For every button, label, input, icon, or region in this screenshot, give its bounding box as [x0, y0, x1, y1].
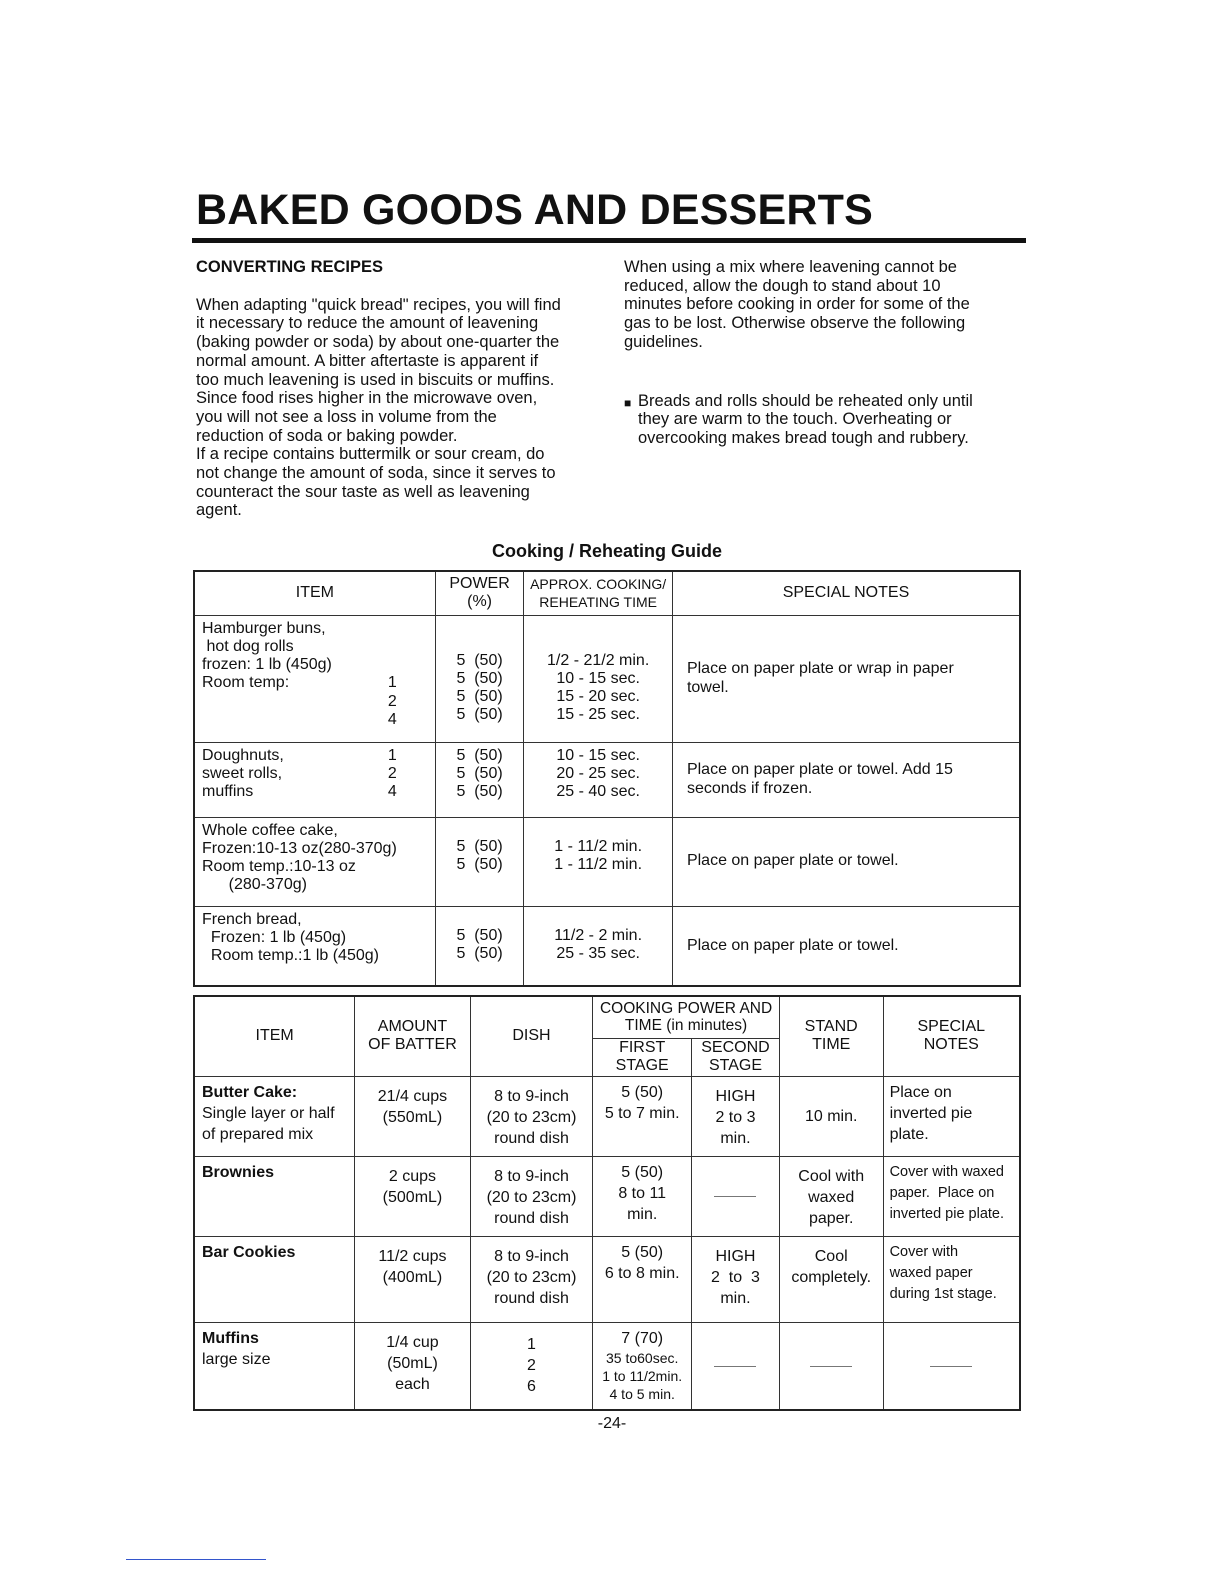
empty-dash	[930, 1366, 972, 1367]
item-line	[202, 620, 435, 638]
batter-amount-cell	[355, 1156, 470, 1236]
header-time-line2: REHEATING TIME	[539, 594, 657, 611]
notes-line: inverted pie	[889, 1104, 973, 1122]
batter-header-stand-line2: TIME	[812, 1036, 851, 1054]
header-power-line1: POWER	[449, 575, 510, 593]
guide-notes-cell	[672, 906, 1020, 986]
bullet-item	[624, 392, 1014, 448]
note-line: Place on paper plate or towel. Add 15	[686, 761, 953, 779]
guide-notes-cell	[672, 817, 1020, 906]
batter-header-dish: DISH	[470, 996, 593, 1076]
second-stage-line: HIGH	[715, 1087, 756, 1105]
item-label: Room temp:	[202, 674, 290, 692]
first-stage-line: 5 (50)	[621, 1243, 664, 1261]
mix-guidelines-column	[624, 258, 1014, 448]
item-line	[202, 783, 435, 801]
power-value: 5 (50)	[456, 688, 503, 706]
item-label: Room temp.:1 lb (450g)	[202, 947, 379, 965]
guide-time-cell	[524, 906, 673, 986]
text-line: minutes before cooking in order for some of the	[624, 295, 970, 314]
batter-amount-cell	[355, 1076, 470, 1156]
item-label: frozen: 1 lb (450g)	[202, 656, 332, 674]
text-line: When adapting "quick bread" recipes, you will find	[196, 295, 561, 314]
item-line	[202, 947, 435, 965]
power-value: 5 (50)	[456, 837, 503, 855]
batter-header-amount-line2: OF BATTER	[368, 1036, 457, 1054]
item-line	[202, 674, 435, 692]
time-value	[524, 620, 672, 636]
batter-header-amount-line1: AMOUNT	[377, 1018, 448, 1036]
batter-header-item: ITEM	[194, 996, 355, 1076]
first-stage-line: 5 (50)	[621, 1083, 664, 1101]
batter-header-amount	[355, 996, 470, 1076]
batter-first-stage-cell	[593, 1076, 692, 1156]
item-quantity: 2	[387, 764, 397, 782]
guide-row	[194, 742, 1020, 817]
item-line	[202, 638, 435, 656]
item-line	[202, 656, 435, 674]
second-stage-line: HIGH	[715, 1247, 756, 1265]
section-heading: CONVERTING RECIPES	[196, 258, 384, 276]
batter-item-cell	[194, 1156, 355, 1236]
batter-header-second-stage	[692, 1038, 780, 1076]
batter-header-stand	[779, 996, 883, 1076]
notes-line: paper. Place on	[889, 1184, 995, 1201]
batter-item-cell	[194, 1236, 355, 1322]
second-stage-line2: STAGE	[708, 1057, 762, 1074]
time-value: 15 - 25 sec.	[556, 706, 640, 724]
power-value: 5 (50)	[456, 764, 503, 782]
dish-line: (20 to 23cm)	[486, 1108, 577, 1126]
batter-item-name: Bar Cookies	[202, 1243, 296, 1261]
power-value: 5 (50)	[456, 926, 503, 944]
dish-line: 8 to 9-inch	[494, 1087, 569, 1105]
notes-line: plate.	[889, 1125, 929, 1143]
right-paragraph	[624, 258, 1014, 352]
batter-row	[194, 1236, 1020, 1322]
first-stage-line: 6 to 8 min.	[604, 1264, 680, 1282]
item-quantity: 4	[387, 783, 397, 801]
stand-line: waxed	[808, 1188, 855, 1206]
power-value: 5 (50)	[456, 651, 503, 669]
guide-power-cell	[435, 615, 524, 742]
text-line: reduction of soda or baking powder.	[196, 426, 458, 445]
item-line	[202, 929, 435, 947]
item-label: hot dog rolls	[202, 637, 294, 655]
batter-header-notes-line1: SPECIAL	[917, 1018, 986, 1036]
time-value: 10 - 15 sec.	[556, 746, 640, 764]
first-stage-line: 5 to 7 min.	[604, 1104, 680, 1122]
power-value	[436, 911, 524, 927]
batter-row	[194, 1076, 1020, 1156]
stand-line: Cool with	[798, 1167, 865, 1185]
text-line: not change the amount of soda, since it serves to	[196, 464, 556, 483]
note-line: Place on paper plate or towel.	[686, 852, 899, 870]
empty-dash	[714, 1366, 756, 1367]
empty-dash	[810, 1366, 852, 1367]
guide-title: Cooking / Reheating Guide	[491, 541, 722, 561]
batter-item-name: Butter Cake:	[202, 1083, 298, 1101]
time-value	[524, 911, 672, 927]
stand-line: paper.	[808, 1209, 854, 1227]
left-paragraph	[196, 296, 596, 520]
batter-stand-cell	[779, 1076, 883, 1156]
text-line: you will not see a loss in volume from the	[196, 407, 497, 426]
stand-line: 10 min.	[804, 1107, 858, 1125]
batter-header-cooking	[593, 996, 780, 1038]
header-time-line1: APPROX. COOKING/	[530, 576, 667, 593]
dish-line: round dish	[494, 1209, 569, 1227]
text-line: normal amount. A bitter aftertaste is apparent if	[196, 351, 539, 370]
amount-line: (50mL)	[387, 1354, 438, 1372]
power-value	[436, 822, 524, 838]
second-stage-line1: SECOND	[701, 1039, 770, 1056]
batter-item-name: Muffins	[202, 1329, 259, 1347]
header-notes: SPECIAL NOTES	[672, 571, 1020, 615]
time-value	[524, 874, 672, 890]
text-line: counteract the sour taste as well as leavening	[196, 482, 530, 501]
batter-header-first-stage	[593, 1038, 692, 1076]
stand-line: Cool	[814, 1247, 848, 1265]
batter-item-name: Brownies	[202, 1163, 275, 1181]
dish-line: 8 to 9-inch	[494, 1247, 569, 1265]
header-time	[524, 571, 673, 615]
item-label: Room temp.:10-13 oz	[202, 858, 356, 876]
batter-stand-cell	[779, 1236, 883, 1322]
note-line: towel.	[686, 678, 729, 696]
first-stage-line: 5 (50)	[621, 1163, 664, 1181]
power-value: 5 (50)	[456, 669, 503, 687]
batter-row	[194, 1322, 1020, 1410]
second-stage-line: min.	[720, 1289, 751, 1307]
dish-line: (20 to 23cm)	[486, 1188, 577, 1206]
item-line	[202, 693, 435, 711]
batter-stand-cell	[779, 1322, 883, 1410]
text-line: guidelines.	[624, 332, 703, 351]
item-quantity: 2	[387, 692, 397, 710]
item-label: French bread,	[202, 910, 302, 928]
dish-line: round dish	[494, 1129, 569, 1147]
batter-dish-cell	[470, 1322, 593, 1410]
first-stage-line: 7 (70)	[621, 1330, 664, 1348]
bullet-square-icon: ■	[624, 395, 632, 410]
time-value: 10 - 15 sec.	[556, 669, 640, 687]
time-value: 25 - 40 sec.	[556, 783, 640, 801]
time-value: 20 - 25 sec.	[556, 764, 640, 782]
item-label: Frozen: 1 lb (450g)	[202, 928, 347, 946]
dish-line: 1	[527, 1336, 536, 1354]
batter-stand-cell	[779, 1156, 883, 1236]
dish-line: 6	[527, 1378, 536, 1396]
guide-item-cell	[194, 817, 435, 906]
text-line: If a recipe contains buttermilk or sour cream, do	[196, 445, 545, 464]
item-quantity: 1	[387, 674, 397, 692]
batter-second-stage-cell	[692, 1236, 780, 1322]
empty-dash	[714, 1196, 756, 1197]
text-line: it necessary to reduce the amount of leavening	[196, 314, 539, 333]
time-value: 25 - 35 sec.	[556, 944, 640, 962]
item-label: Doughnuts,	[202, 746, 284, 764]
batter-header-stand-line1: STAND	[804, 1018, 858, 1036]
text-line: overcooking makes bread tough and rubbery.	[638, 428, 969, 447]
guide-item-cell	[194, 906, 435, 986]
title-rule	[192, 238, 1026, 243]
power-value: 5 (50)	[456, 706, 503, 724]
item-line	[202, 876, 435, 894]
batter-first-stage-cell	[593, 1322, 692, 1410]
batter-dish-cell	[470, 1156, 593, 1236]
dish-line: 8 to 9-inch	[494, 1167, 569, 1185]
second-stage-line: 2 to 3	[711, 1268, 760, 1286]
batter-header-notes	[883, 996, 1020, 1076]
batter-table	[193, 995, 1021, 1411]
batter-row	[194, 1156, 1020, 1236]
reheating-guide-table	[193, 570, 1021, 987]
item-quantity: 4	[387, 710, 397, 728]
time-value: 1 - 11/2 min.	[554, 837, 643, 855]
amount-line: (500mL)	[382, 1188, 443, 1206]
item-label: Whole coffee cake,	[202, 821, 338, 839]
batter-notes-cell	[883, 1076, 1020, 1156]
dish-line: round dish	[494, 1289, 569, 1307]
notes-line: Cover with waxed	[889, 1163, 1004, 1180]
first-stage-line2: STAGE	[615, 1057, 669, 1074]
notes-line: during 1st stage.	[889, 1285, 997, 1302]
amount-line: each	[395, 1375, 430, 1393]
notes-line: Place on	[889, 1083, 952, 1101]
note-line: Place on paper plate or towel.	[686, 936, 899, 954]
second-stage-line: min.	[720, 1129, 751, 1147]
power-value: 5 (50)	[456, 855, 503, 873]
batter-amount-cell	[355, 1322, 470, 1410]
batter-item-sub: Single layer or half	[202, 1104, 335, 1122]
stand-line: completely.	[791, 1268, 872, 1286]
guide-notes-cell	[672, 742, 1020, 817]
batter-second-stage-cell	[692, 1076, 780, 1156]
amount-line: 2 cups	[388, 1167, 437, 1185]
page-title: BAKED GOODS AND DESSERTS	[196, 186, 873, 234]
batter-dish-cell	[470, 1076, 593, 1156]
text-line: Breads and rolls should be reheated only until	[638, 391, 973, 410]
batter-header-cooking-line1: COOKING POWER AND	[599, 1000, 773, 1018]
guide-time-cell	[524, 817, 673, 906]
power-value	[436, 620, 524, 636]
item-label: muffins	[202, 783, 254, 801]
batter-item-sub: large size	[202, 1350, 271, 1368]
batter-first-stage-cell	[593, 1156, 692, 1236]
text-line: reduced, allow the dough to stand about 10	[624, 276, 941, 295]
header-power-line2: (%)	[467, 593, 492, 611]
item-line	[202, 711, 435, 729]
text-line: When using a mix where leavening cannot be	[624, 258, 957, 276]
first-stage-line: 35 to60sec.	[605, 1350, 679, 1367]
second-stage-line: 2 to 3	[715, 1108, 756, 1126]
item-label: Frozen:10-13 oz(280-370g)	[202, 839, 397, 857]
guide-power-cell	[435, 906, 524, 986]
time-value: 15 - 20 sec.	[556, 688, 640, 706]
first-stage-line: 1 to 11/2min.	[602, 1368, 683, 1385]
time-value: 1/2 - 21/2 min.	[547, 651, 650, 669]
time-value: 1 - 11/2 min.	[554, 855, 643, 873]
power-value: 5 (50)	[456, 746, 503, 764]
power-value: 5 (50)	[456, 783, 503, 801]
power-value	[436, 874, 524, 890]
note-line: Place on paper plate or wrap in paper	[686, 660, 954, 678]
notes-line: inverted pie plate.	[889, 1205, 1005, 1222]
guide-row	[194, 817, 1020, 906]
batter-item-sub: of prepared mix	[202, 1125, 314, 1143]
item-line	[202, 858, 435, 876]
guide-row	[194, 615, 1020, 742]
time-value: 11/2 - 2 min.	[554, 926, 643, 944]
batter-first-stage-cell	[593, 1236, 692, 1322]
amount-line: 1/4 cup	[386, 1333, 439, 1351]
bullet-text	[638, 392, 973, 448]
guide-row	[194, 906, 1020, 986]
dish-line: (20 to 23cm)	[486, 1268, 577, 1286]
batter-item-cell	[194, 1076, 355, 1156]
corner-line	[126, 1559, 266, 1560]
converting-recipes-column	[196, 258, 596, 520]
amount-line: 11/2 cups	[378, 1247, 447, 1265]
guide-notes-cell	[672, 615, 1020, 742]
text-line: they are warm to the touch. Overheating or	[638, 410, 952, 429]
item-quantity: 1	[387, 746, 397, 764]
batter-header-notes-line2: NOTES	[923, 1036, 979, 1054]
dish-line: 2	[527, 1357, 536, 1375]
batter-second-stage-cell	[692, 1322, 780, 1410]
guide-power-cell	[435, 817, 524, 906]
guide-power-cell	[435, 742, 524, 817]
text-line: Since food rises higher in the microwave oven,	[196, 389, 538, 408]
guide-item-cell	[194, 615, 435, 742]
item-line	[202, 822, 435, 840]
page-number: -24-	[597, 1415, 627, 1432]
item-line	[202, 765, 435, 783]
notes-line: waxed paper	[889, 1264, 973, 1281]
header-power	[435, 571, 524, 615]
text-line: too much leavening is used in biscuits or muffins.	[196, 370, 555, 389]
amount-line: 21/4 cups	[377, 1087, 448, 1105]
item-label: Hamburger buns,	[202, 619, 326, 637]
guide-item-cell	[194, 742, 435, 817]
time-value	[524, 636, 672, 652]
text-line: gas to be lost. Otherwise observe the following	[624, 314, 966, 333]
batter-notes-cell	[883, 1156, 1020, 1236]
text-line: agent.	[196, 501, 242, 520]
batter-notes-cell	[883, 1236, 1020, 1322]
batter-notes-cell	[883, 1322, 1020, 1410]
batter-header-cooking-line2: TIME (in minutes)	[624, 1017, 748, 1035]
first-stage-line1: FIRST	[619, 1039, 666, 1056]
first-stage-line: min.	[627, 1205, 658, 1223]
item-line	[202, 747, 435, 765]
item-label: sweet rolls,	[202, 764, 283, 782]
amount-line: (400mL)	[382, 1268, 443, 1286]
batter-second-stage-cell	[692, 1156, 780, 1236]
note-line: seconds if frozen.	[686, 779, 813, 797]
item-line	[202, 840, 435, 858]
first-stage-line: 4 to 5 min.	[609, 1386, 675, 1403]
text-line: (baking powder or soda) by about one-quarter the	[196, 333, 560, 352]
power-value	[436, 636, 524, 652]
guide-time-cell	[524, 742, 673, 817]
power-value: 5 (50)	[456, 944, 503, 962]
time-value	[524, 822, 672, 838]
guide-time-cell	[524, 615, 673, 742]
first-stage-line: 8 to 11	[618, 1184, 667, 1202]
amount-line: (550mL)	[382, 1108, 443, 1126]
item-label: (280-370g)	[202, 876, 307, 894]
header-item: ITEM	[194, 571, 435, 615]
batter-dish-cell	[470, 1236, 593, 1322]
batter-amount-cell	[355, 1236, 470, 1322]
batter-item-cell	[194, 1322, 355, 1410]
item-line	[202, 911, 435, 929]
notes-line: Cover with	[889, 1243, 959, 1260]
